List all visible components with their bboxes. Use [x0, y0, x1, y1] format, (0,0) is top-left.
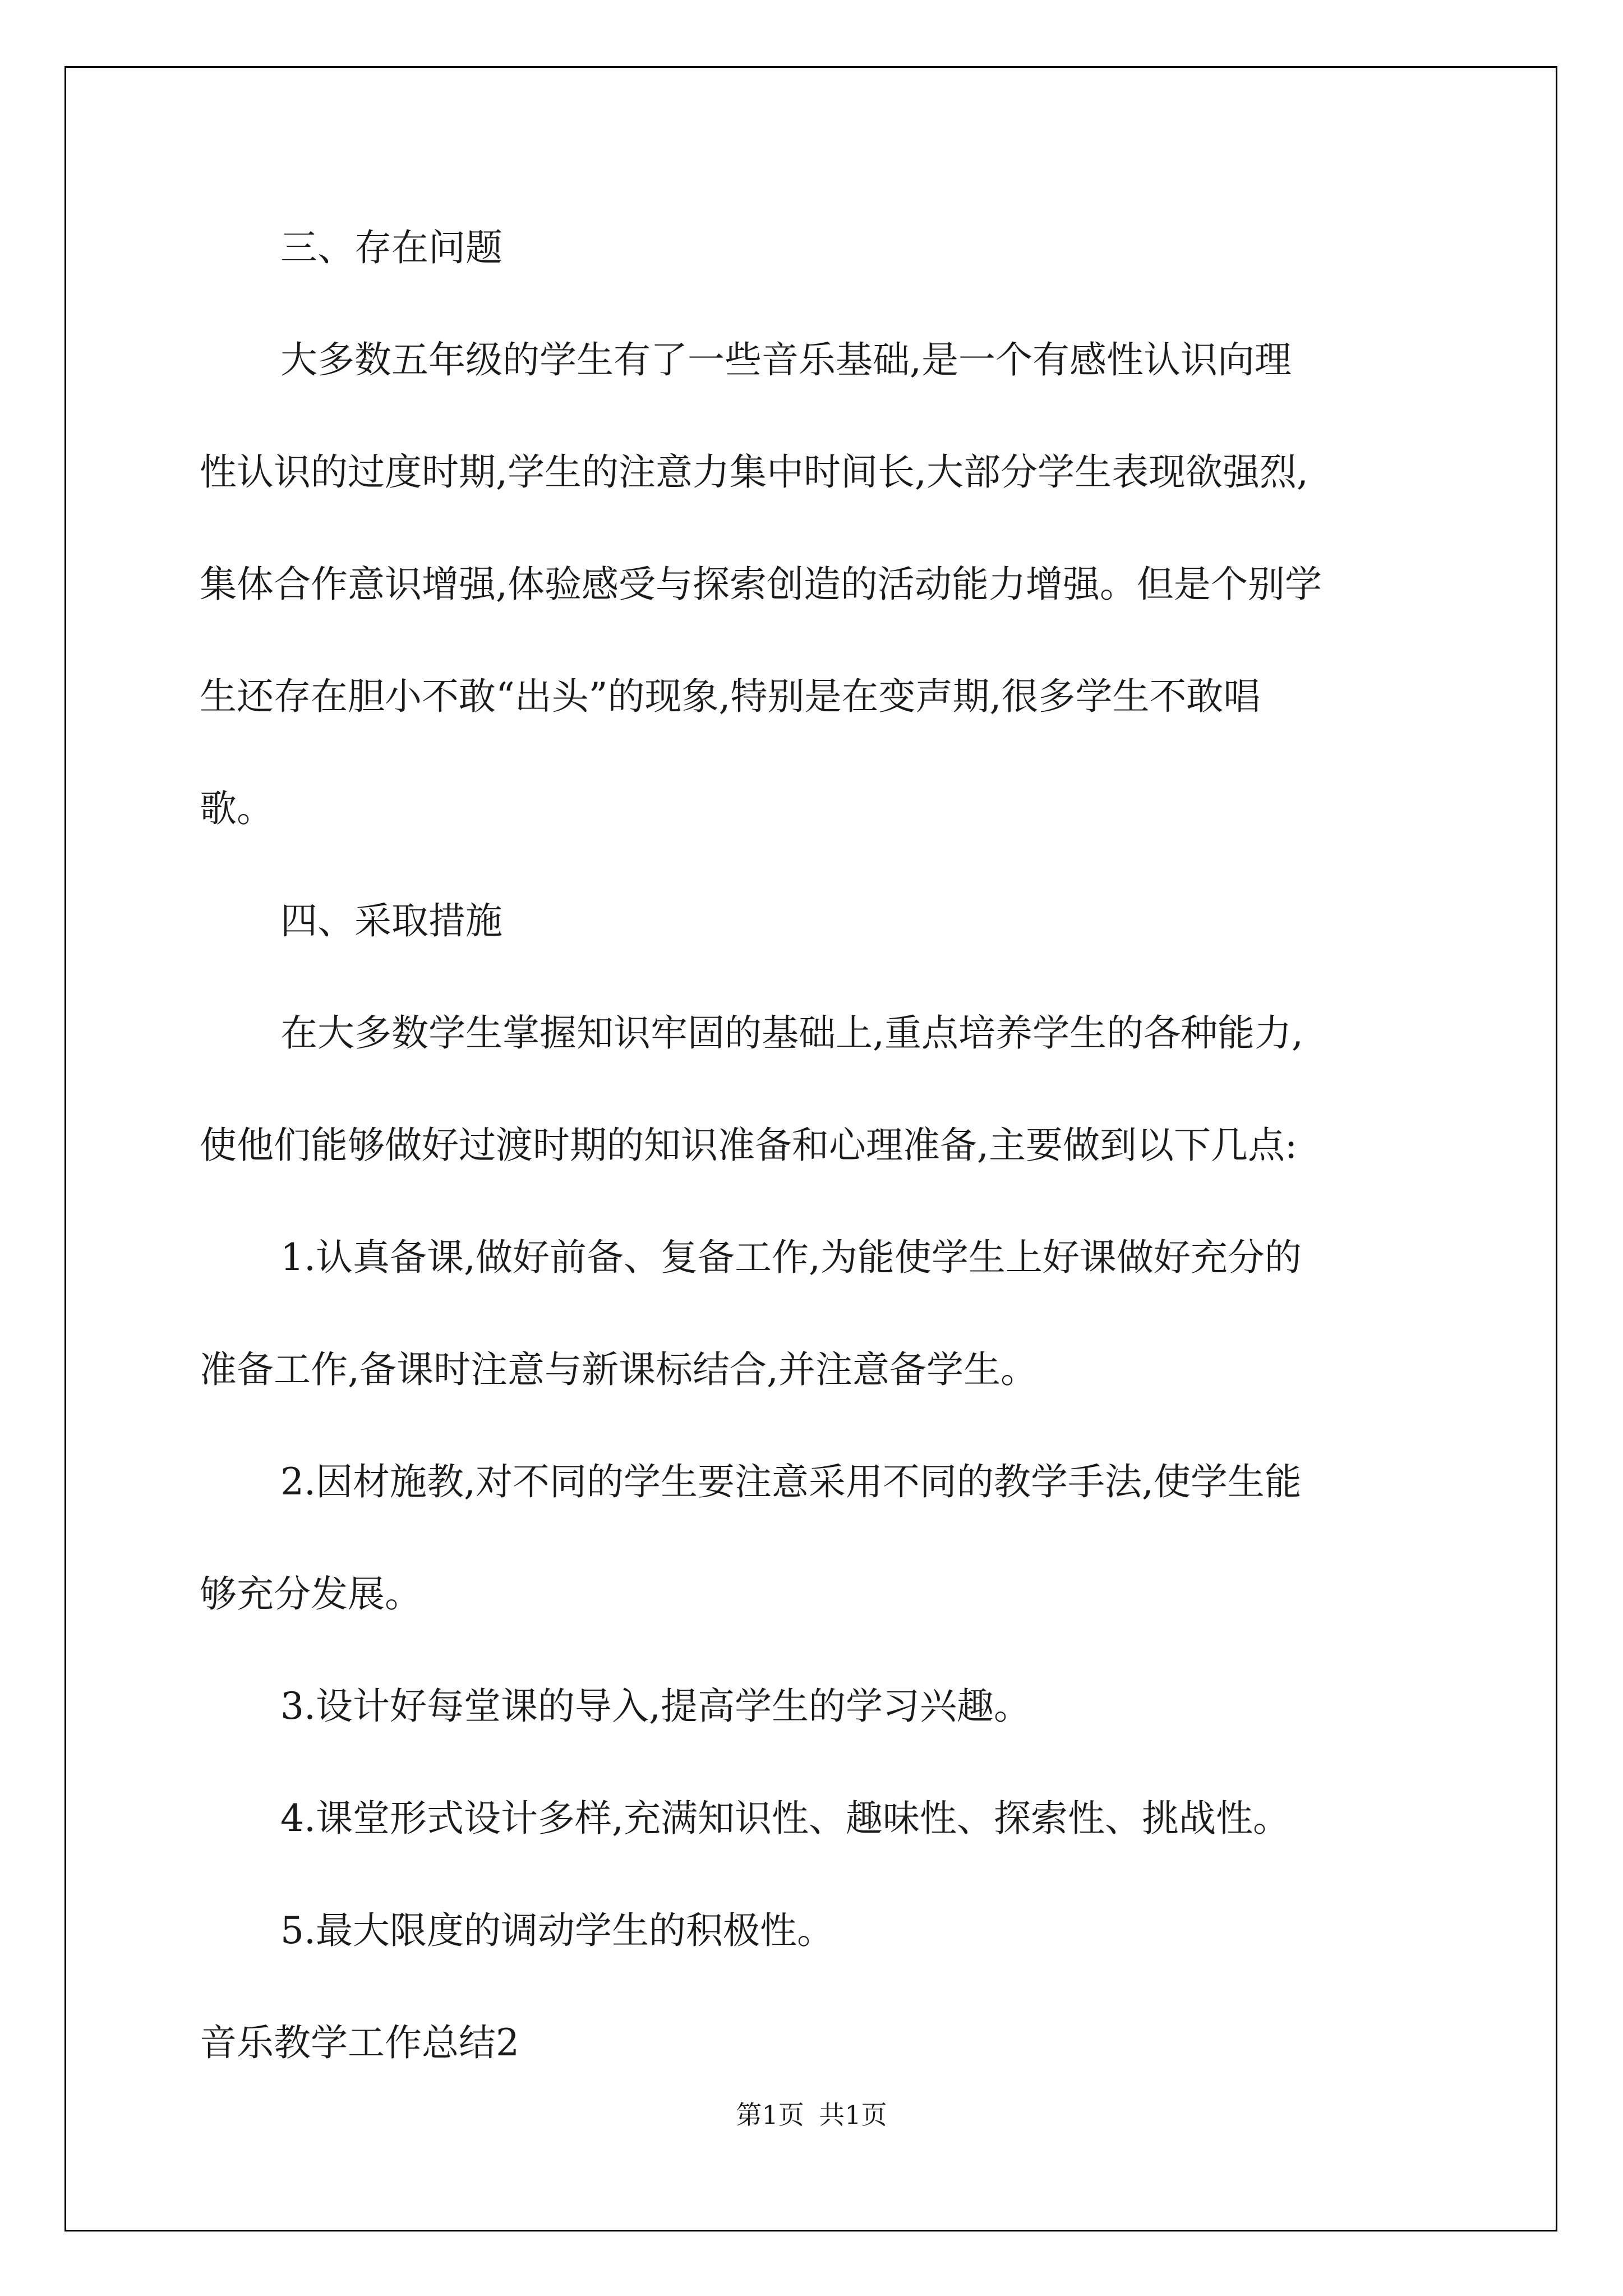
section-heading-problems: 三、存在问题 [280, 226, 502, 269]
paragraph-line: 在大多数学生掌握知识牢固的基础上,重点培养学生的各种能力, [280, 1011, 1303, 1055]
page-footer: 第1页 共1页 [736, 2100, 887, 2130]
list-item-2: 2.因材施教,对不同的学生要注意采用不同的教学手法,使学生能 [280, 1460, 1302, 1503]
paragraph-line: 集体合作意识增强,体验感受与探索创造的活动能力增强。但是个别学 [200, 563, 1322, 606]
paragraph-line: 使他们能够做好过渡时期的知识准备和心理准备,主要做到以下几点: [200, 1124, 1298, 1167]
list-item-1-cont: 准备工作,备课时注意与新课标结合,并注意备学生。 [200, 1348, 1038, 1391]
paragraph-line: 生还存在胆小不敢“出头”的现象,特别是在变声期,很多学生不敢唱 [200, 675, 1261, 718]
list-item-1: 1.认真备课,做好前备、复备工作,为能使学生上好课做好充分的 [280, 1236, 1302, 1279]
list-item-5: 5.最大限度的调动学生的积极性。 [280, 1909, 834, 1952]
section-heading-measures: 四、采取措施 [280, 899, 502, 942]
list-item-3: 3.设计好每堂课的导入,提高学生的学习兴趣。 [280, 1685, 1031, 1728]
paragraph-line: 大多数五年级的学生有了一些音乐基础,是一个有感性认识向理 [280, 338, 1292, 381]
paragraph-line: 歌。 [200, 787, 274, 830]
paragraph-line: 性认识的过度时期,学生的注意力集中时间长,大部分学生表现欲强烈, [200, 450, 1308, 494]
next-section-title: 音乐教学工作总结2 [200, 2021, 519, 2064]
list-item-2-cont: 够充分发展。 [200, 1572, 422, 1616]
list-item-4: 4.课堂形式设计多样,充满知识性、趣味性、探索性、挑战性。 [280, 1797, 1290, 1840]
